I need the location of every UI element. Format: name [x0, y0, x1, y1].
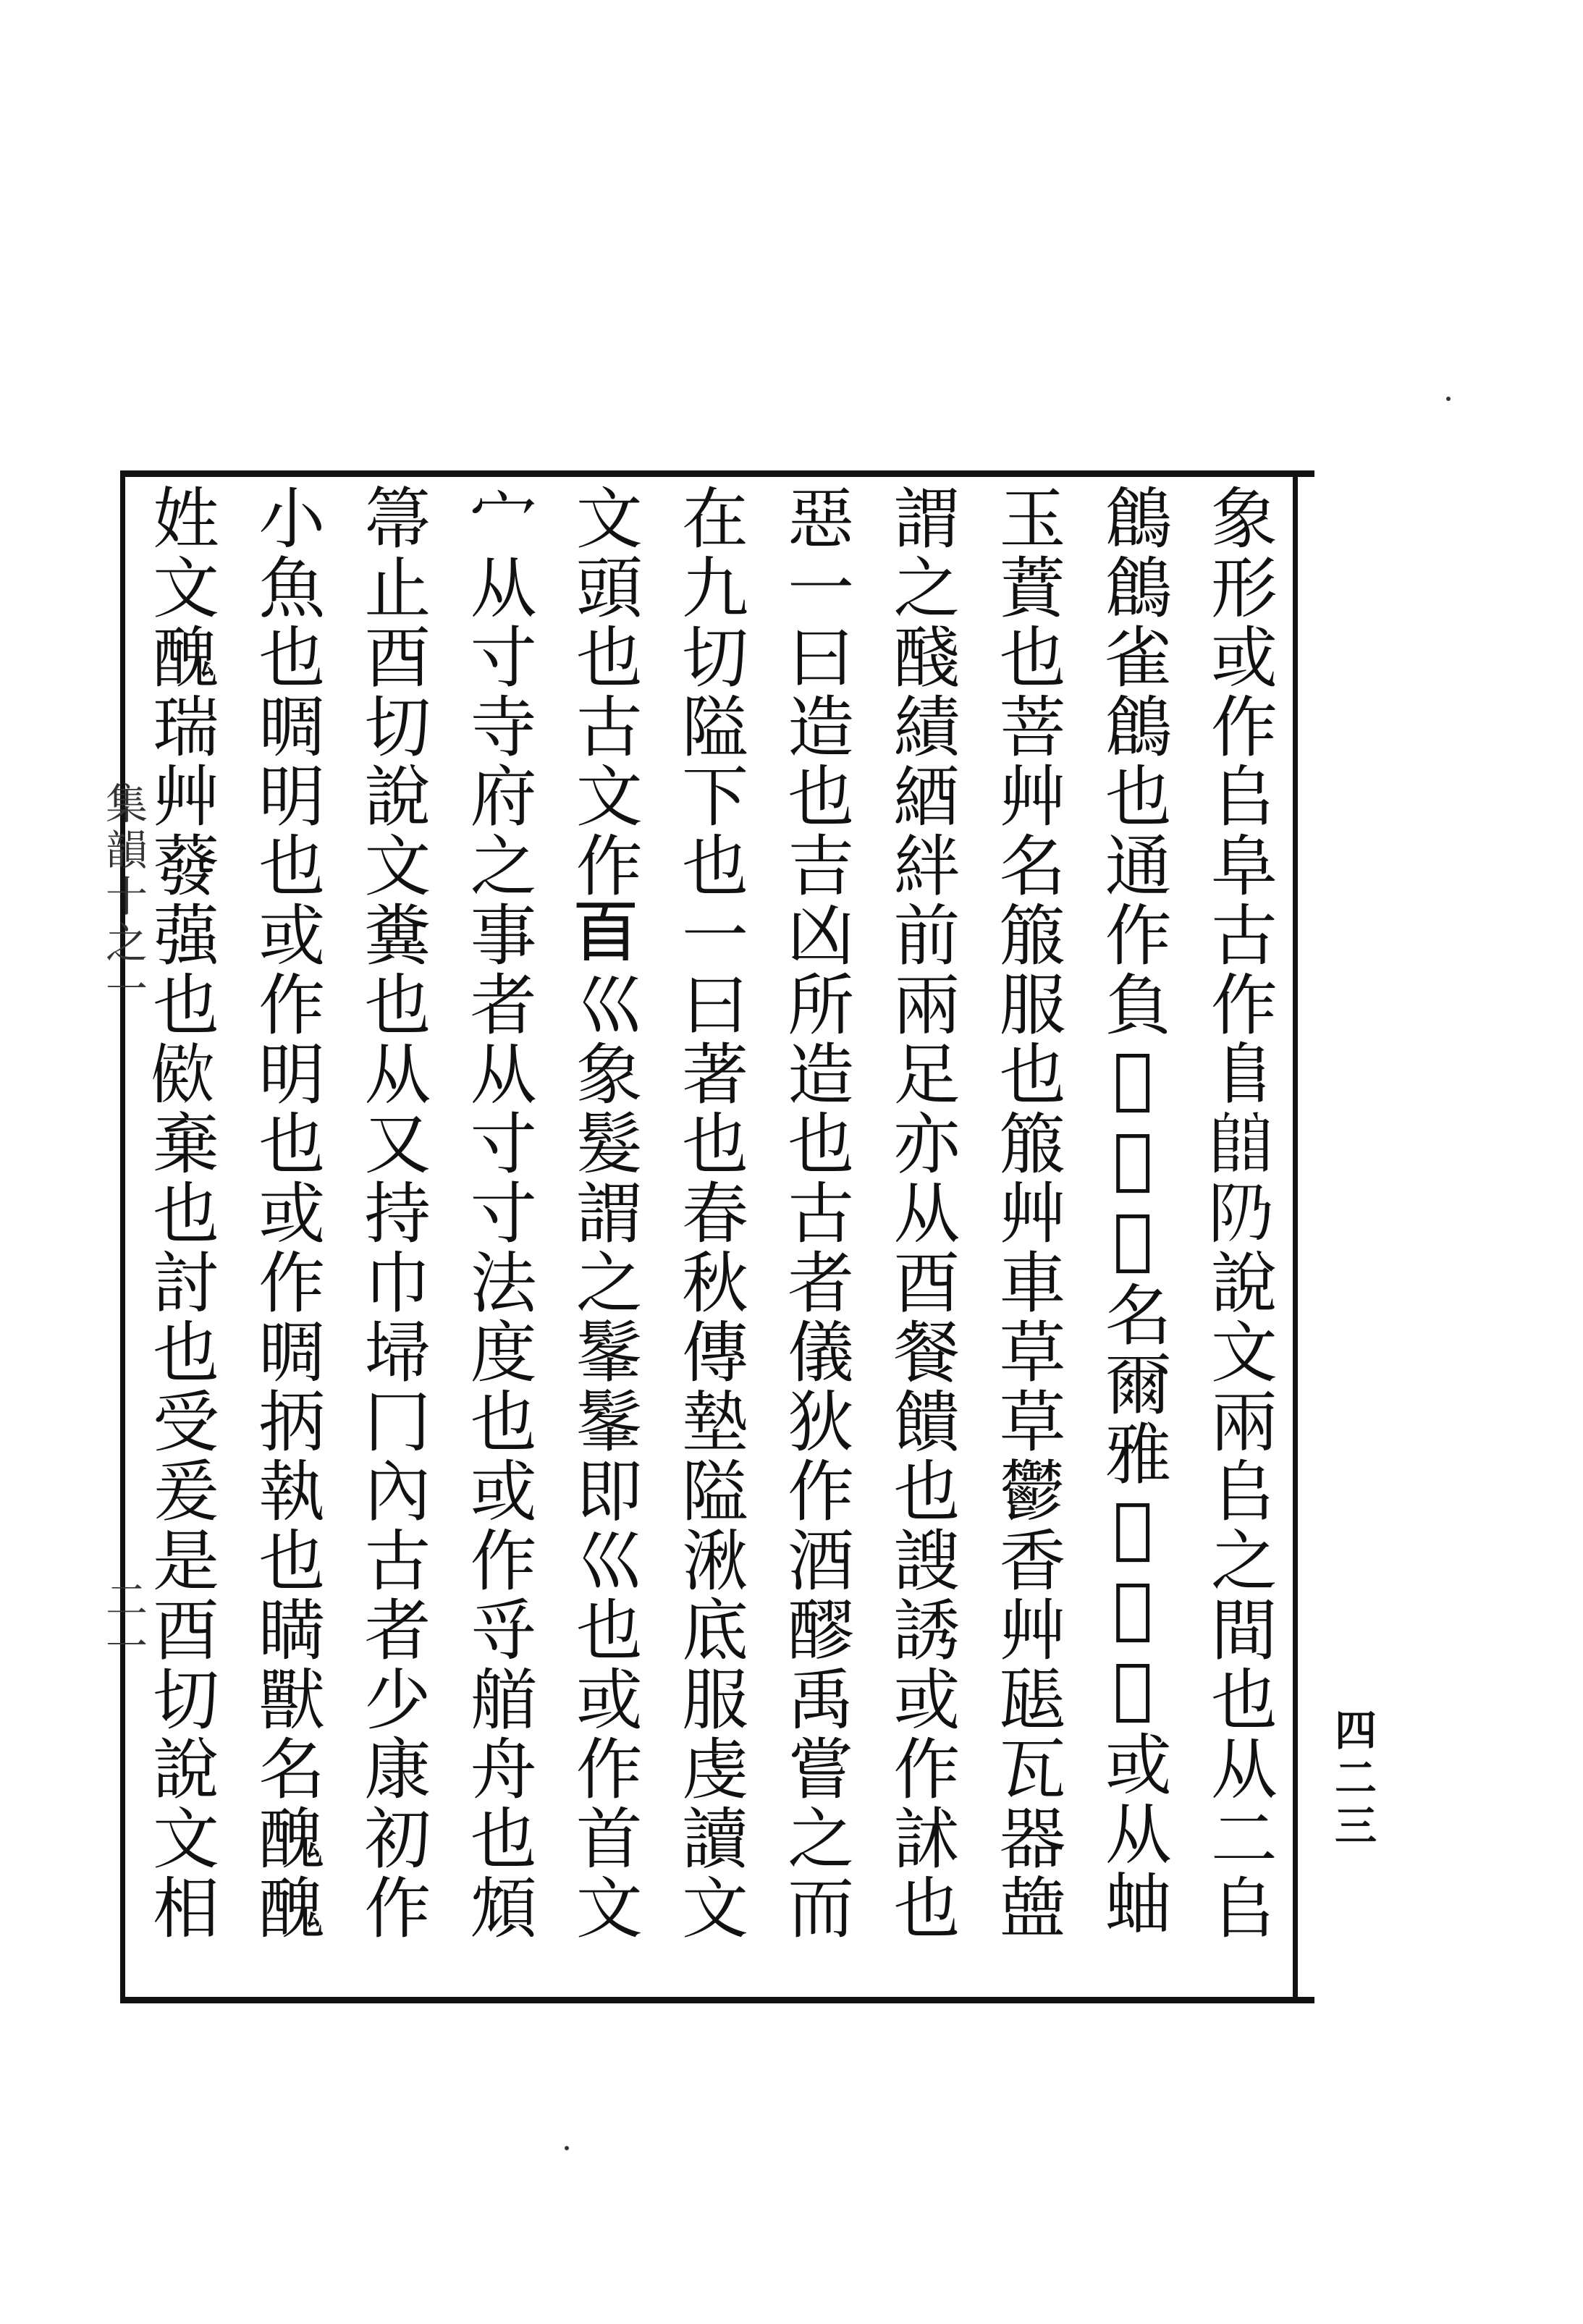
gutter-mark: 二一: [98, 1578, 148, 1670]
left-border-rule: [120, 470, 125, 1997]
text-column-5: 惡一曰造也吉凶所造也古者儀狄作酒醪禹嘗之而: [777, 483, 855, 1943]
page-number: 四二三: [1327, 1708, 1377, 1851]
text-column-8: 宀从寸寺府之事者从寸寸法度也或作寽艏舟也䪴: [459, 483, 537, 1943]
right-border-rule: [1293, 470, 1298, 1997]
paper-speck: [1446, 397, 1451, 401]
text-column-9: 箒止酉切說文糞也从又持巾埽冂內古者少康初作: [353, 483, 431, 1943]
text-column-11: 姓文醜瑞艸蕟蔃也𣣠棄也討也受爰是酉切說文相: [142, 483, 219, 1943]
text-column-1: 象形或作𠂤阜古作𨸏𨺅𨸐說文兩𠂤之間也从二𠂤: [1199, 483, 1278, 1943]
text-column-10: 小魚也晭明也或作明也或作晭抦執也𥈞獸名醜醜: [248, 483, 326, 1943]
paper-speck: [565, 2146, 569, 2150]
text-column-4: 謂之醆績綇絆前兩足亦从酉餐饋也謏誘或作訹也: [882, 483, 961, 1943]
text-columns: [130, 483, 1288, 1982]
text-column-7: 文頭也古文作𦣻巛象髮謂之髼髼即巛也或作首文: [565, 483, 643, 1943]
text-column-2: 鶬鶬雀鶬也通作負𧓍𧕷𧕷名爾雅𧓍𧖅𧔐或从蚰: [1094, 483, 1172, 1938]
gutter-label: 集韻十之一: [98, 782, 148, 1013]
text-column-6: 在九切隘下也一曰著也春秋傳墊隘湫底服虔讀文: [670, 483, 748, 1943]
text-column-3: 玉蕡也菩艸名箙服也箙艸車草草鬱香艸𤭖瓦器䀇: [988, 483, 1066, 1943]
